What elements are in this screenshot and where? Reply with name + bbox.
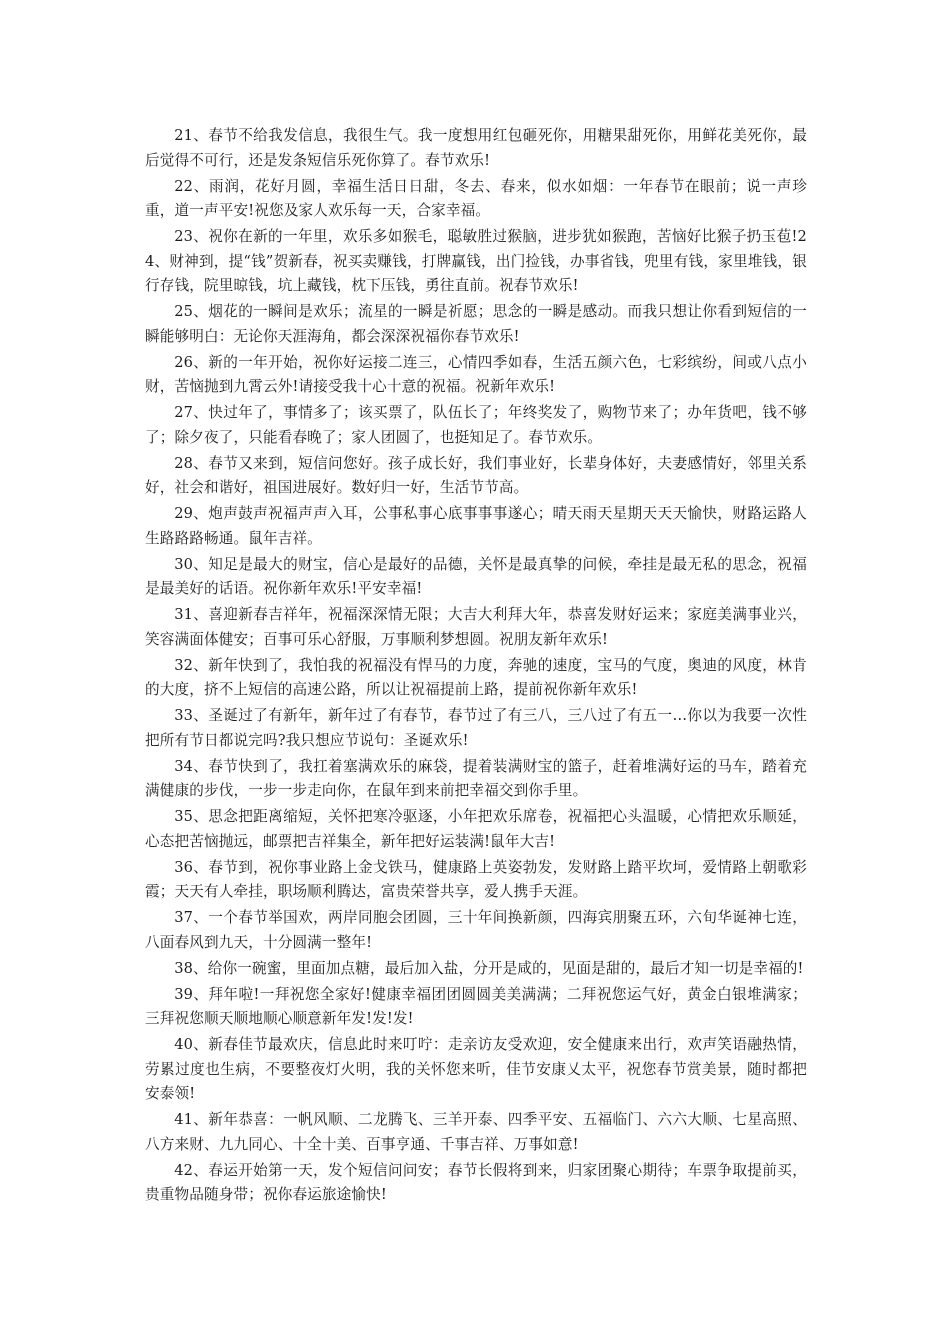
paragraph-36: 36、春节到，祝你事业路上金戈铁马，健康路上英姿勃发，发财路上踏平坎坷，爱情路上朝歌彩霞；天天有人牵挂，职场顺利腾达，富贵荣誉共享，爱人携手天涯。 (145, 858, 807, 900)
paragraph-27: 27、快过年了，事情多了；该买票了，队伍长了；年终奖发了，购物节来了；办年货吧，钱不够了；除夕夜了，只能看春晚了；家人团圆了，也挺知足了。春节欢乐。 (145, 404, 807, 446)
paragraph-37: 37、一个春节举国欢，两岸同胞会团圆，三十年间换新颜，四海宾朋聚五环，六旬华诞神七连，八面春风到九天，十分圆满一整年! (145, 909, 807, 951)
paragraph-22: 22、雨润，花好月圆，幸福生活日日甜，冬去、春来，似水如烟：一年春节在眼前；说一声珍重，道一声平安!祝您及家人欢乐每一天，合家幸福。 (145, 177, 807, 219)
paragraph-32: 32、新年快到了，我怕我的祝福没有悍马的力度，奔驰的速度，宝马的气度，奥迪的风度，林肯的大度，挤不上短信的高速公路，所以让祝福提前上路，提前祝你新年欢乐! (145, 656, 807, 698)
paragraph-38: 38、给你一碗蜜，里面加点糖，最后加入盐，分开是咸的，见面是甜的，最后才知一切是幸福的! (174, 959, 804, 977)
paragraph-35: 35、思念把距离缩短，关怀把寒冷驱逐，小年把欢乐席卷，祝福把心头温暖，心情把欢乐顺延，心态把苦恼抛远，邮票把吉祥集全，新年把好运装满!鼠年大吉! (145, 808, 807, 850)
paragraph-31: 31、喜迎新春吉祥年，祝福深深情无限；大吉大利拜大年，恭喜发财好运来；家庭美满事业兴，笑容满面体健安；百事可乐心舒服，万事顺利梦想圆。祝朋友新年欢乐! (145, 606, 807, 648)
paragraph-40: 40、新春佳节最欢庆，信息此时来叮咛：走亲访友受欢迎，安全健康来出行，欢声笑语融热情，劳累过度也生病，不要整夜灯火明，我的关怀您来听，佳节安康乂太平，祝您春节赏美景，随时都把安泰领! (145, 1036, 807, 1102)
paragraph-21: 21、春节不给我发信息，我很生气。我一度想用红包砸死你，用糖果甜死你，用鲜花美死你，最后觉得不可行，还是发条短信乐死你算了。春节欢乐! (145, 127, 807, 169)
paragraph-30: 30、知足是最大的财宝，信心是最好的品德，关怀是最真挚的问候，牵挂是最无私的思念，祝福是最美好的话语。祝你新年欢乐!平安幸福! (145, 555, 807, 597)
paragraph-26: 26、新的一年开始，祝你好运接二连三，心情四季如春，生活五颜六色，七彩缤纷，间或八点小财，苦恼抛到九霄云外!请接受我十心十意的祝福。祝新年欢乐! (145, 353, 807, 395)
paragraph-41: 41、新年恭喜：一帆风顺、二龙腾飞、三羊开泰、四季平安、五福临门、六六大顺、七星高照、八方来财、九九同心、十全十美、百事亨通、千事吉祥、万事如意! (145, 1111, 807, 1153)
paragraph-34: 34、春节快到了，我扛着塞满欢乐的麻袋，提着装满财宝的篮子，赶着堆满好运的马车，踏着充满健康的步伐，一步一步走向你，在鼠年到来前把幸福交到你手里。 (145, 757, 807, 799)
paragraph-28: 28、春节又来到，短信问您好。孩子成长好，我们事业好，长辈身体好，夫妻感情好，邻里关系好，社会和谐好，祖国进展好。数好归一好，生活节节高。 (145, 454, 807, 496)
paragraph-23: 23、祝你在新的一年里，欢乐多如猴毛，聪敏胜过猴脑，进步犹如猴跑，苦恼好比猴子扔玉苞!24、财神到，提“钱”贺新春，祝买卖赚钱，打牌赢钱，出门捡钱，办事省钱，兜里有钱，家里堆钱，银行存钱，院里晾钱，坑上藏钱，枕下压钱，勇往直前。祝春节欢乐! (145, 228, 807, 294)
document-body (145, 124, 807, 1209)
paragraph-33: 33、圣诞过了有新年，新年过了有春节，春节过了有三八，三八过了有五一…你以为我要一次性把所有节日都说完吗?我只想应节说句：圣诞欢乐! (145, 707, 807, 749)
paragraph-42: 42、春运开始第一天，发个短信问问安；春节长假将到来，归家团聚心期待；车票争取提前买，贵重物品随身带；祝你春运旅途愉快! (145, 1161, 807, 1203)
paragraph-29: 29、炮声鼓声祝福声声入耳，公事私事心底事事事遂心；晴天雨天星期天天天愉快，财路运路人生路路路畅通。鼠年吉祥。 (145, 505, 807, 547)
paragraph-39: 39、拜年啦!一拜祝您全家好!健康幸福团团圆圆美美满满；二拜祝您运气好，黄金白银堆满家；三拜祝您顺天顺地顺心顺意新年发!发!发! (145, 985, 807, 1027)
paragraph-25: 25、烟花的一瞬间是欢乐；流星的一瞬是祈愿；思念的一瞬是感动。而我只想让你看到短信的一瞬能够明白：无论你天涯海角，都会深深祝福你春节欢乐! (145, 303, 807, 345)
